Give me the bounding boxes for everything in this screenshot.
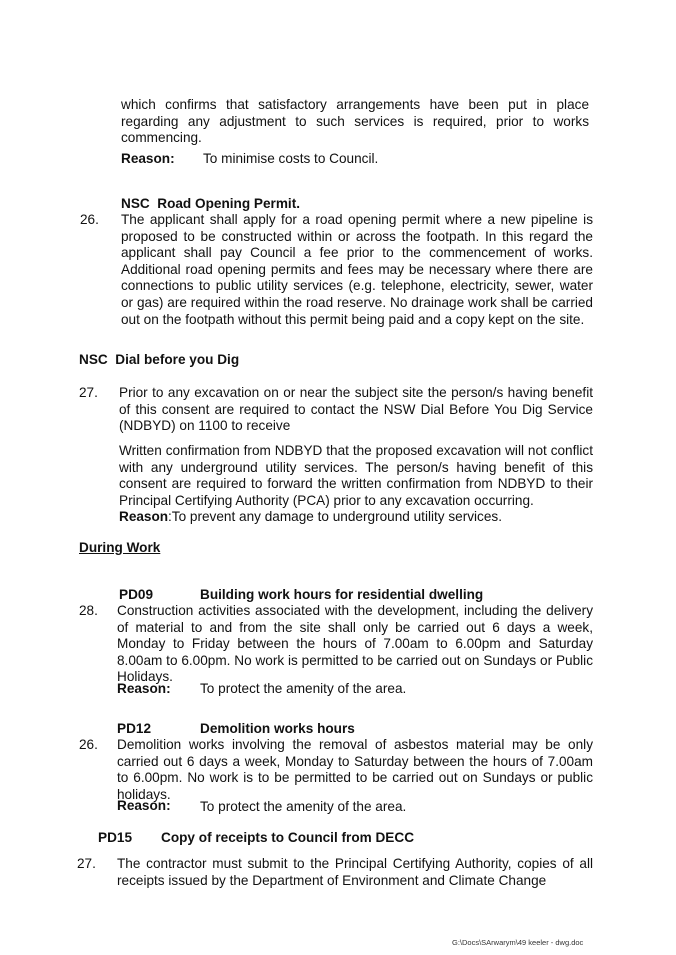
pd09-code: PD09 [119,587,154,602]
road-opening-heading: NSC Road Opening Permit. [121,196,301,211]
pd12-code: PD12 [117,721,152,736]
pd12-number: 26. [79,737,98,752]
pd09-paragraph: Construction activities associated with the development, including the delivery of material to and from the site shall only be carried out 6 days a week, Monday to Friday between the hours of 7.00am to 6.00pm and Saturday 8.00am to 6.00pm. No work is permitted to be carried out on Sundays or Public Holidays. [117,603,593,685]
pd15-code: PD15 [98,830,133,845]
pd15-paragraph: The contractor must submit to the Principal Certifying Authority, copies of all receipts issued by the Department of Environment and Climate Change [117,856,593,888]
pd12-paragraph: Demolition works involving the removal of asbestos material may be only carried out 6 days a week, Monday to Saturday between the hours of 7.00am to 6.00pm. No work is to be permitted to be carried out on Sundays or public holidays. [117,737,593,802]
pd12-title: Demolition works hours [200,721,355,736]
intro-reason-label: Reason: [121,151,175,166]
pd15-title: Copy of receipts to Council from DECC [161,830,415,845]
dial-before-dig-reason-text: :To prevent any damage to underground utility services. [168,509,502,524]
pd15-number: 27. [77,856,96,871]
dial-before-dig-number: 27. [79,385,98,400]
pd12-reason-text: To protect the amenity of the area. [200,799,407,814]
intro-reason-text: To minimise costs to Council. [203,151,379,166]
dial-before-dig-heading: NSC Dial before you Dig [79,352,240,367]
pd09-title: Building work hours for residential dwelling [200,587,484,602]
dial-before-dig-paragraph: Prior to any excavation on or near the subject site the person/s having benefit of this consent are required to contact the NSW Dial Before You Dig Service (NDBYD) on 1100 to receive [119,385,593,434]
pd09-reason-text: To protect the amenity of the area. [200,681,407,696]
footer-file-path: G:\Docs\SArwarym\49 keeler - dwg.doc [452,938,584,947]
road-opening-number: 26. [80,212,99,227]
pd12-reason-label: Reason: [117,798,171,813]
during-work-heading: During Work [79,540,161,555]
intro-paragraph: which confirms that satisfactory arrangements have been put in place regarding any adjustment to such services is required, prior to works commencing. [121,97,589,146]
dial-before-dig-paragraph-2: Written confirmation from NDBYD that the proposed excavation will not conflict with any underground utility services. The person/s having benefit of this consent are required to forward the written confirmation from NDBYD to their Principal Certifying Authority (PCA) prior to any excavation occurring. [119,443,593,508]
dial-before-dig-reason-label: Reason [119,509,169,524]
road-opening-paragraph: The applicant shall apply for a road opening permit where a new pipeline is proposed to be constructed within or across the footpath. In this regard the applicant shall pay Council a fee prior to the commencement of works. Additional road opening permits and fees may be necessary where there are connections to public utility services (e.g. telephone, electricity, sewer, water or gas) are required within the road reserve. No drainage work shall be carried out on the footpath without this permit being paid and a copy kept on the site. [121,212,593,327]
pd09-reason-label: Reason: [117,681,171,696]
pd09-number: 28. [79,603,98,618]
